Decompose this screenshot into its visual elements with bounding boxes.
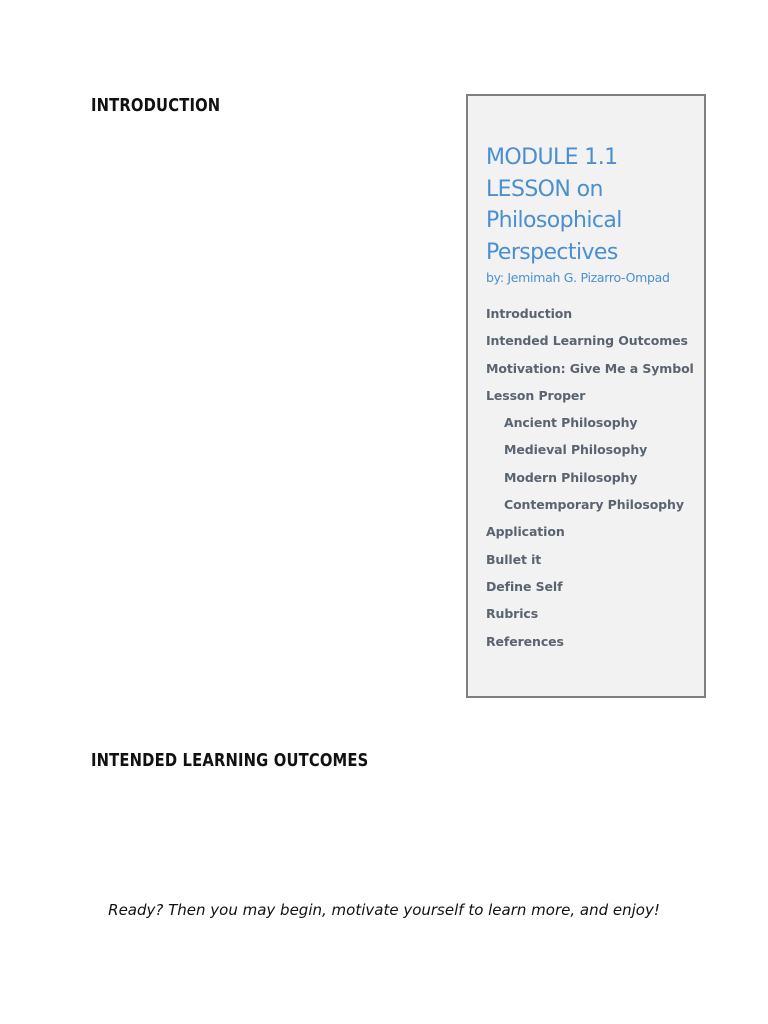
toc-item[interactable]: Rubrics [486,606,539,622]
toc-item[interactable]: Intended Learning Outcomes [486,333,688,349]
closing-message: Ready? Then you may begin, motivate yourself to learn more, and enjoy! [108,901,660,919]
toc-item[interactable]: Define Self [486,578,563,594]
module-title-line: Perspectives [486,239,618,265]
module-author: by: Jemimah G. Pizarro-Ompad [486,270,670,285]
toc-item[interactable]: Bullet it [486,551,542,567]
toc-item[interactable]: Application [486,524,565,540]
module-title-line: Philosophical [486,208,622,233]
toc-list [486,305,701,660]
toc-subitem[interactable]: Contemporary Philosophy [504,497,684,513]
module-title [486,142,622,268]
toc-item[interactable]: Introduction [486,306,573,321]
toc-item[interactable]: Motivation: Give Me a Symbol [486,360,694,376]
table-of-contents-panel [466,94,706,698]
toc-subitem[interactable]: Modern Philosophy [504,469,638,485]
intended-learning-outcomes-heading: INTENDED LEARNING OUTCOMES [91,750,369,771]
toc-subitem[interactable]: Ancient Philosophy [504,415,638,431]
module-title-line: MODULE 1.1 [486,145,618,170]
introduction-heading: INTRODUCTION [91,95,221,116]
module-title-line: LESSON on [486,176,603,202]
toc-subitem[interactable]: Medieval Philosophy [504,442,648,458]
toc-item[interactable]: Lesson Proper [486,387,586,403]
toc-item[interactable]: References [486,633,564,649]
